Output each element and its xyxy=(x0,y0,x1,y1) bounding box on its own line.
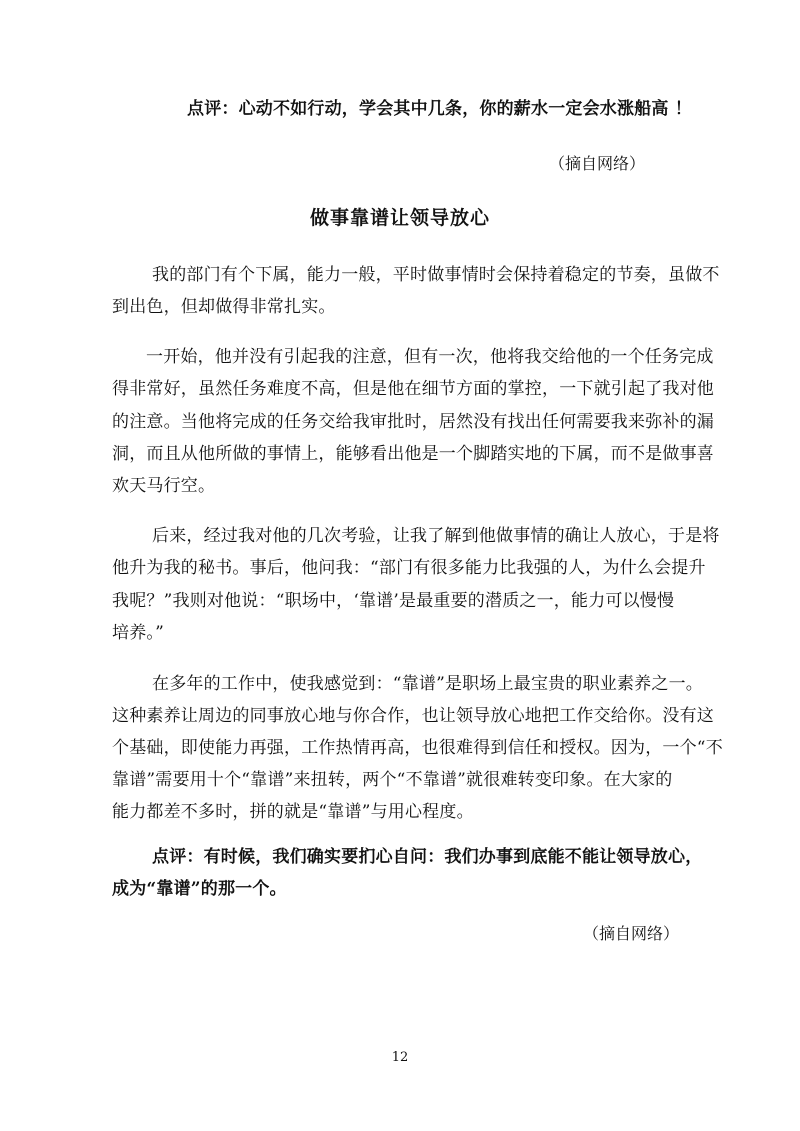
article-title: 做事靠谱让领导放心 xyxy=(309,207,490,229)
top-source-note: （摘自网络） xyxy=(549,154,646,173)
paragraph-2-line-2: 得非常好，虽然任务难度不高，但是他在细节方面的掌控，一下就引起了我对他 xyxy=(112,379,714,399)
bottom-comment-line-2: 成为“靠谱”的那一个。 xyxy=(112,879,287,899)
paragraph-4-line-2: 这种素养让周边的同事放心地与你合作，也让领导放心地把工作交给你。没有这 xyxy=(112,706,714,726)
top-comment: 点评：心动不如行动，学会其中几条，你的薪水一定会水涨船高 ！ xyxy=(187,99,692,119)
bottom-comment-line-1: 点评：有时候，我们确实要扪心自问：我们办事到底能不能让领导放心， xyxy=(152,847,703,867)
paragraph-2-line-5: 欢天马行空。 xyxy=(112,476,216,496)
paragraph-3-line-1: 后来，经过我对他的几次考验，让我了解到他做事情的确让人放心，于是将 xyxy=(152,526,720,546)
paragraph-2-line-3: 的注意。当他将完成的任务交给我审批时，居然没有找出任何需要我来弥补的漏 xyxy=(112,412,714,432)
paragraph-4-line-3: 个基础，即使能力再强，工作热情再高，也很难得到信任和授权。因为，一个“不 xyxy=(112,738,723,758)
page-number: 12 xyxy=(391,1050,409,1065)
paragraph-4-line-5: 能力都差不多时，拼的就是“靠谱”与用心程度。 xyxy=(112,802,474,822)
paragraph-2-line-4: 洞，而且从他所做的事情上，能够看出他是一个脚踏实地的下属，而不是做事喜 xyxy=(112,444,714,464)
paragraph-3-line-3: 我呢？”我则对他说：“职场中，‘靠谱’是最重要的潜质之一，能力可以慢慢 xyxy=(112,591,675,611)
paragraph-2-line-1: 一开始，他并没有引起我的注意，但有一次，他将我交给他的一个任务完成 xyxy=(146,347,714,367)
paragraph-3-line-4: 培养。” xyxy=(112,623,164,643)
paragraph-4-line-4: 靠谱”需要用十个“靠谱”来扭转，两个“不靠谱”就很难转变印象。在大家的 xyxy=(112,770,673,790)
paragraph-3-line-2: 他升为我的秘书。事后，他问我：“部门有很多能力比我强的人，为什么会提升 xyxy=(112,558,706,578)
paragraph-4-line-1: 在多年的工作中，使我感觉到：“靠谱”是职场上最宝贵的职业素养之一。 xyxy=(152,674,703,694)
bottom-source-note: （摘自网络） xyxy=(583,924,680,943)
paragraph-1-line-1: 我的部门有个下属，能力一般，平时做事情时会保持着稳定的节奏，虽做不 xyxy=(152,265,720,285)
paragraph-1-line-2: 到出色，但却做得非常扎实。 xyxy=(112,297,336,317)
